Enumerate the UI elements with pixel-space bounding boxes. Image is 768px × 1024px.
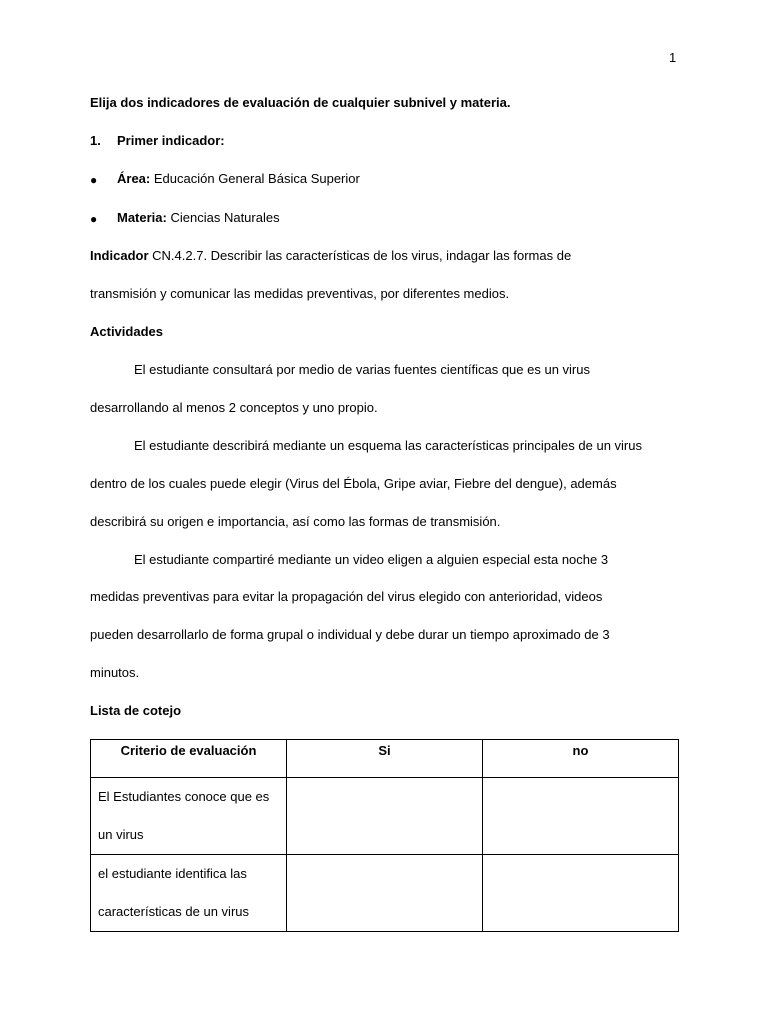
si-cell[interactable] bbox=[287, 778, 483, 855]
bullet-icon: ● bbox=[90, 212, 98, 226]
area-label: Área: bbox=[117, 171, 151, 186]
checklist-title: Lista de cotejo bbox=[90, 703, 182, 718]
no-cell[interactable] bbox=[483, 855, 679, 932]
activity-2-line-3: describirá su origen e importancia, así como las formas de transmisión. bbox=[90, 514, 501, 529]
indicator-line-1 bbox=[90, 249, 571, 262]
header-no: no bbox=[483, 740, 679, 778]
activity-1-line-1: El estudiante consultará por medio de varias fuentes científicas que es un virus bbox=[134, 362, 590, 377]
table-row bbox=[91, 778, 679, 855]
checklist-table bbox=[90, 739, 679, 932]
indicator-text-1: CN.4.2.7. Describir las características de los virus, indagar las formas de bbox=[152, 248, 572, 263]
materia-line bbox=[117, 211, 280, 224]
page-heading: Elija dos indicadores de evaluación de cualquier subnivel y materia. bbox=[90, 95, 511, 110]
table-row bbox=[91, 855, 679, 932]
indicator-label: Indicador bbox=[90, 248, 149, 263]
page-number: 1 bbox=[669, 50, 677, 65]
first-indicator-label: Primer indicador: bbox=[117, 133, 225, 148]
criterion-line-1: El Estudiantes conoce que es bbox=[98, 789, 270, 804]
activity-3-line-4: minutos. bbox=[90, 665, 140, 680]
activity-3-line-2: medidas preventivas para evitar la propagación del virus elegido con anterioridad, videos bbox=[90, 589, 603, 604]
bullet-icon: ● bbox=[90, 173, 98, 187]
criterion-cell bbox=[91, 778, 287, 855]
header-si: Si bbox=[287, 740, 483, 778]
materia-value: Ciencias Naturales bbox=[170, 210, 280, 225]
activities-title: Actividades bbox=[90, 324, 163, 339]
criterion-cell bbox=[91, 855, 287, 932]
header-criterio: Criterio de evaluación bbox=[91, 740, 287, 778]
materia-label: Materia: bbox=[117, 210, 167, 225]
indicator-text-2: transmisión y comunicar las medidas preventivas, por diferentes medios. bbox=[90, 286, 510, 301]
table-header-row bbox=[91, 740, 679, 778]
criterion-line-2: un virus bbox=[98, 827, 144, 842]
activity-1-line-2: desarrollando al menos 2 conceptos y uno propio. bbox=[90, 400, 378, 415]
si-cell[interactable] bbox=[287, 855, 483, 932]
activity-2-line-2: dentro de los cuales puede elegir (Virus del Ébola, Gripe aviar, Fiebre del dengue), además bbox=[90, 476, 617, 491]
area-value: Educación General Básica Superior bbox=[153, 171, 360, 186]
criterion-line-2: características de un virus bbox=[98, 904, 250, 919]
activity-3-line-3: pueden desarrollarlo de forma grupal o individual y debe durar un tiempo aproximado de 3 bbox=[90, 627, 610, 642]
no-cell[interactable] bbox=[483, 778, 679, 855]
first-indicator-number: 1. bbox=[90, 133, 101, 148]
criterion-line-1: el estudiante identifica las bbox=[98, 866, 247, 881]
activity-2-line-1: El estudiante describirá mediante un esquema las características principales de un virus bbox=[134, 438, 642, 453]
area-line bbox=[117, 172, 360, 185]
activity-3-line-1: El estudiante compartiré mediante un video eligen a alguien especial esta noche 3 bbox=[134, 552, 609, 567]
